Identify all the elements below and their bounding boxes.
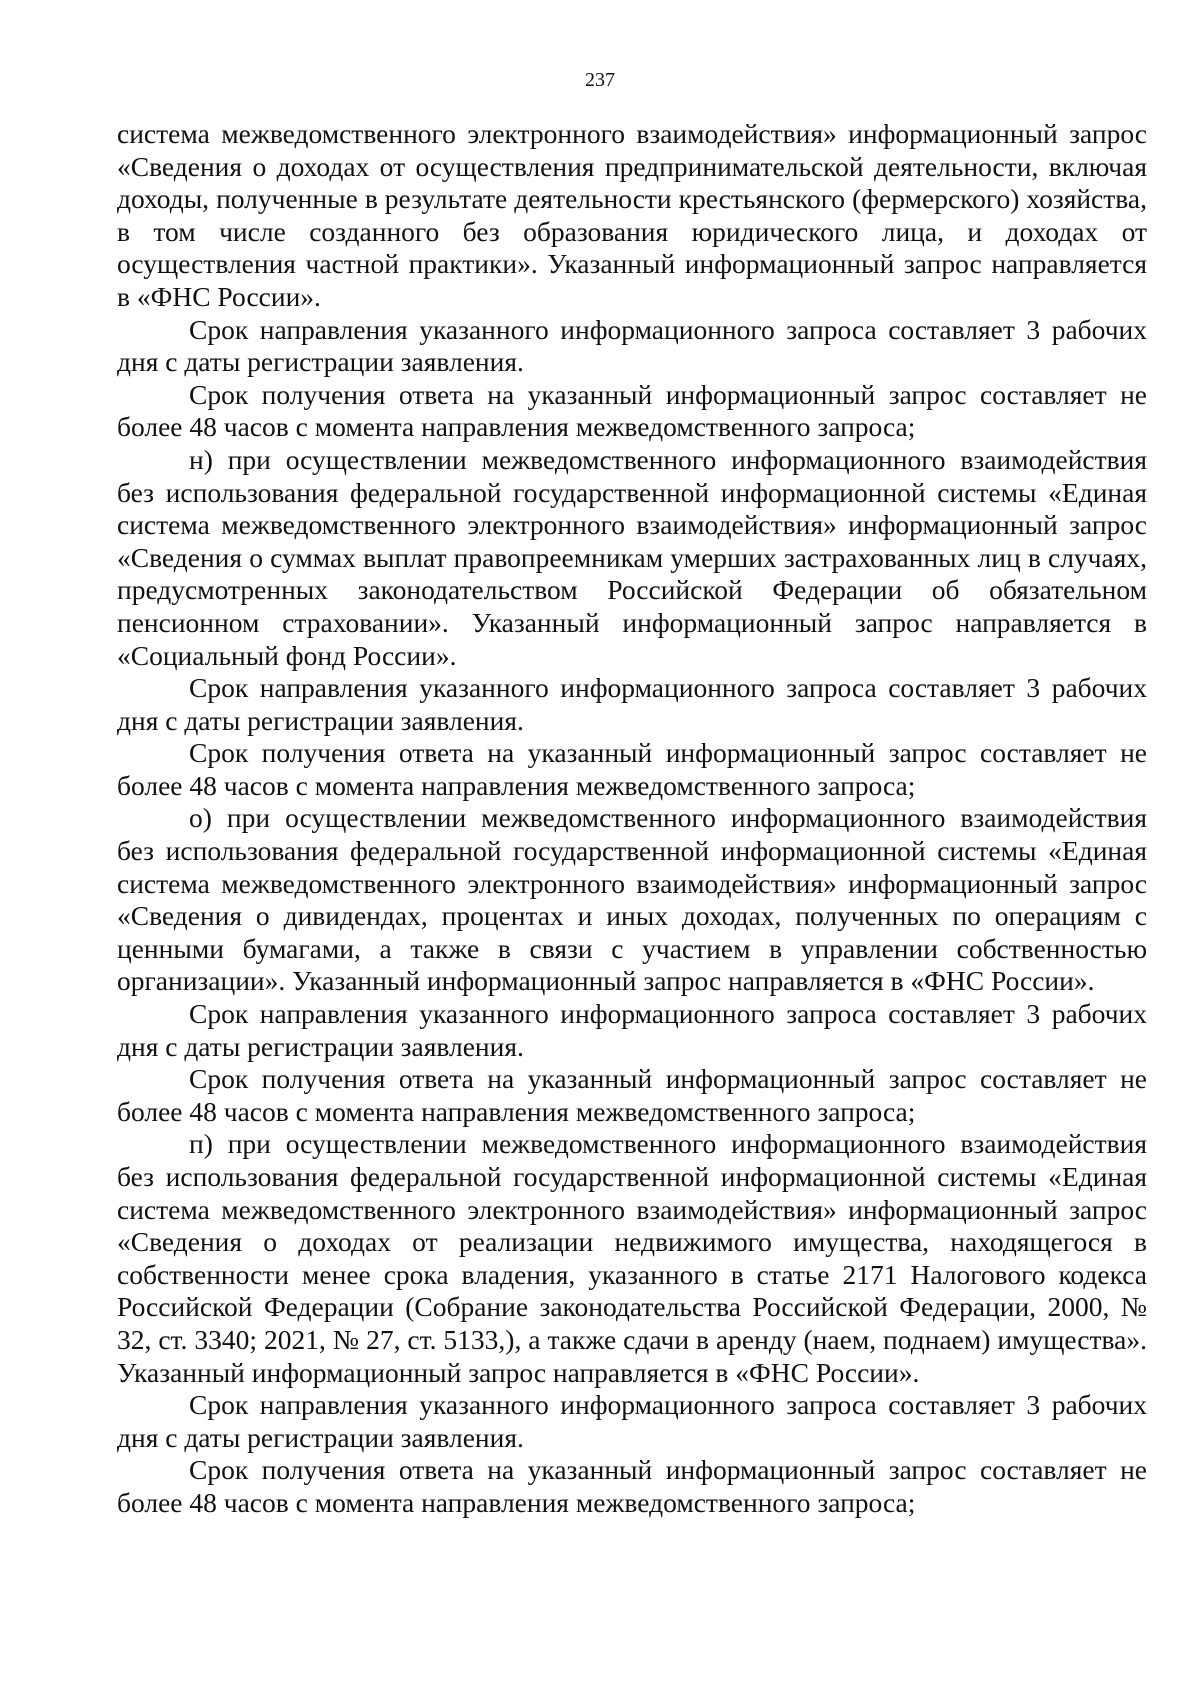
paragraph: Срок получения ответа на указанный информационный запрос составляет не более 48 часов с момента направления межведомственного запроса; (117, 737, 1147, 801)
paragraph: Срок получения ответа на указанный информационный запрос составляет не более 48 часов с момента направления межведомственного запроса; (117, 378, 1147, 443)
paragraph: п) при осуществлении межведомственного информационного взаимодействия без использования федеральной государственной информационной системы «Единая система межведомственного электронного взаимодействия» информационный запрос «Сведения о доходах от реализации недвижимого имущества, находящегося в собственности менее срока владения, указанного в статье 2171 Налогового кодекса Российской Федерации (Собрание законодательства Российской Федерации, 2000, № 32, ст. 3340; 2021, № 27, ст. 5133,), а также сдачи в аренду (наем, поднаем) имущества». Указанный информационный запрос направляется в «ФНС России». (117, 1128, 1147, 1388)
paragraph: Срок направления указанного информационного запроса составляет 3 рабочих дня с даты регистрации заявления. (117, 672, 1147, 736)
paragraph: Срок направления указанного информационного запроса составляет 3 рабочих дня с даты регистрации заявления. (117, 313, 1147, 378)
paragraph: н) при осуществлении межведомственного информационного взаимодействия без использования федеральной государственной информационной системы «Единая система межведомственного электронного взаимодействия» информационный запрос «Сведения о суммах выплат правопреемникам умерших застрахованных лиц в случаях, предусмотренных законодательством Российской Федерации об обязательном пенсионном страховании». Указанный информационный запрос направляется в «Социальный фонд России». (117, 443, 1147, 671)
paragraph: система межведомственного электронного взаимодействия» информационный запрос «Сведения о доходах от осуществления предпринимательской деятельности, включая доходы, полученные в результате деятельности крестьянского (фермерского) хозяйства, в том числе созданного без образования юридического лица, и доходах от осуществления частной практики». Указанный информационный запрос направляется в «ФНС России». (117, 118, 1147, 312)
paragraph: Срок получения ответа на указанный информационный запрос составляет не более 48 часов с момента направления межведомственного запроса; (117, 1454, 1147, 1518)
paragraph: Срок направления указанного информационного запроса составляет 3 рабочих дня с даты регистрации заявления. (117, 1389, 1147, 1453)
document-body (117, 118, 1147, 1520)
paragraph: о) при осуществлении межведомственного информационного взаимодействия без использования федеральной государственной информационной системы «Единая система межведомственного электронного взаимодействия» информационный запрос «Сведения о дивидендах, процентах и иных доходах, полученных по операциям с ценными бумагами, а также в связи с участием в управлении собственностью организации». Указанный информационный запрос направляется в «ФНС России». (117, 802, 1147, 997)
page-number: 237 (585, 69, 615, 91)
paragraph: Срок получения ответа на указанный информационный запрос составляет не более 48 часов с момента направления межведомственного запроса; (117, 1063, 1147, 1127)
paragraph: Срок направления указанного информационного запроса составляет 3 рабочих дня с даты регистрации заявления. (117, 998, 1147, 1062)
